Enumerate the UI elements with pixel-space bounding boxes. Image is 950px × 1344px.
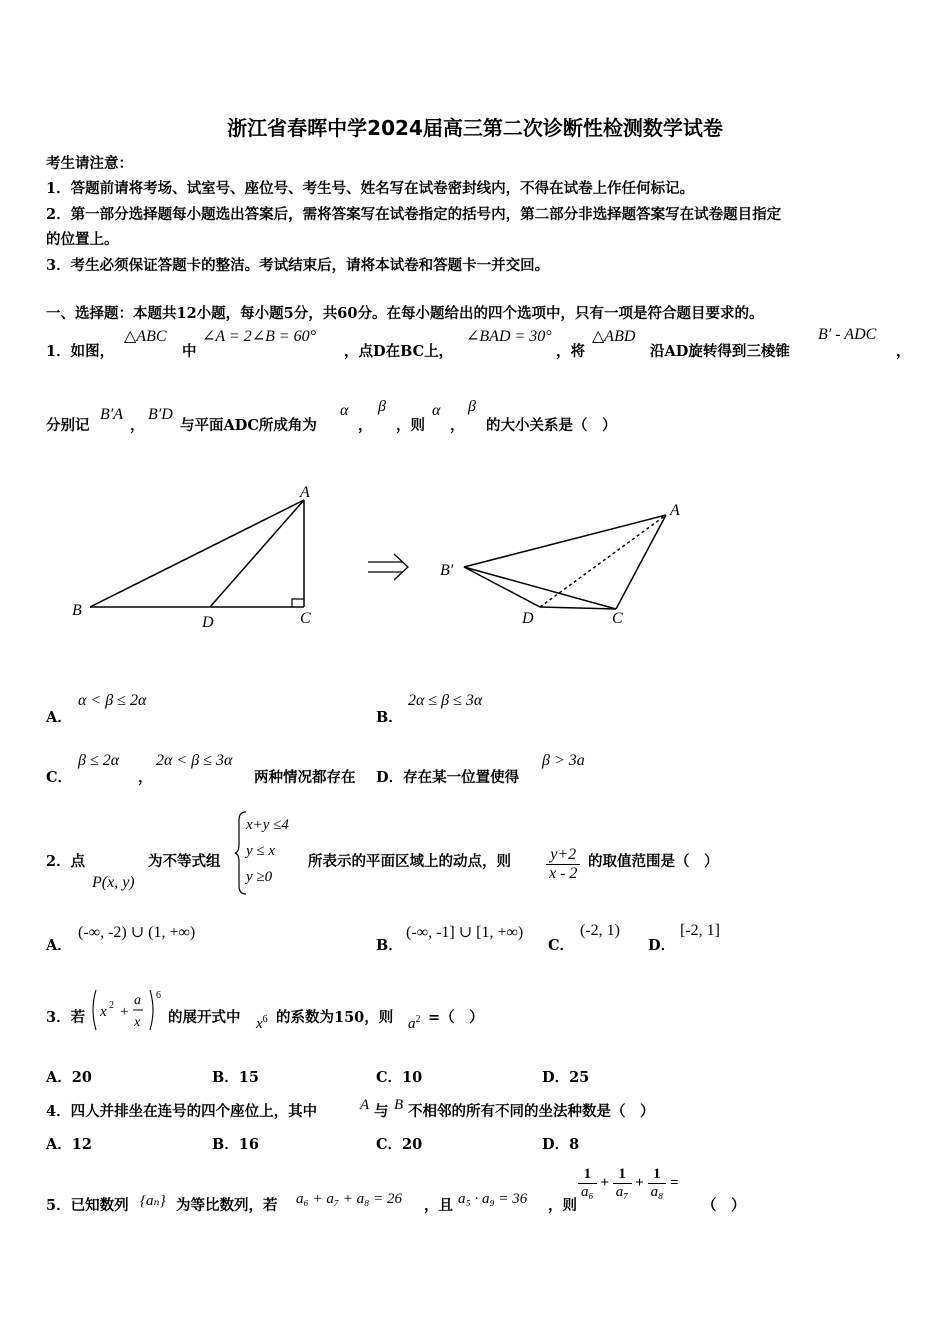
label-c-left: C: [300, 610, 311, 627]
q5-num-1: 1: [578, 1166, 597, 1184]
q3-power-6: 6: [156, 990, 161, 1001]
q5-den-6: a₆: [581, 1184, 594, 1200]
q2-option-a-label: A．: [46, 937, 72, 954]
q5-reciprocal-sum: [578, 1166, 679, 1201]
q2-ineq-2: y ≤ x: [246, 843, 276, 859]
q2-mid: 为不等式组: [148, 853, 221, 870]
label-c-right: C: [612, 610, 623, 627]
q5-product: a₅ · a₉ = 36: [458, 1191, 528, 1207]
q2-option-c-label: C．: [548, 937, 575, 954]
q3-a2-base: a: [408, 1016, 416, 1032]
q2-fraction: [546, 846, 580, 883]
q1-option-d: β > 3a: [542, 752, 585, 769]
q1-zhong: 中: [182, 343, 197, 360]
q1-alpha: α: [340, 402, 349, 419]
q1-comma: ，: [896, 343, 911, 360]
q1-alpha-2: α: [432, 402, 441, 419]
q3-a2: [408, 1014, 421, 1033]
right-pyramid: [464, 515, 666, 609]
edge-a-c: [616, 515, 666, 609]
q1-option-c-text: 两种情况都存在: [254, 769, 356, 786]
q3-plus: +: [120, 1004, 129, 1020]
q1-triangle-abd: △ABD: [592, 328, 636, 345]
edge-b-d: [464, 567, 540, 607]
notice-item-3: 3．考生必须保证答题卡的整洁。考试结束后，请将本试卷和答题卡一并交回。: [46, 257, 550, 274]
q1-comma-1: ，: [130, 417, 145, 434]
q5-sum: a₆ + a₇ + a₈ = 26: [296, 1191, 403, 1207]
q1-beta-2: β: [468, 398, 476, 415]
q3-option-b: B．15: [212, 1069, 259, 1086]
label-d-left: D: [202, 614, 214, 631]
q2-option-b-label: B．: [376, 937, 403, 954]
notice-heading: 考生请注意：: [46, 155, 133, 172]
q2-ineq-3: y ≥0: [246, 869, 273, 885]
q4-var-b: B: [394, 1097, 404, 1113]
q2-fraction-num: y+2: [546, 846, 580, 865]
q3-eq: =（ ）: [428, 1009, 484, 1026]
q2-option-b: (-∞, -1] ∪ [1, +∞): [406, 924, 524, 941]
q1-rotate-text: 沿AD旋转得到三棱锥: [650, 343, 790, 360]
transform-arrow-icon: [368, 554, 408, 580]
q2-system: [246, 812, 289, 890]
q5-num-2: 1: [613, 1166, 632, 1184]
section-heading: 一、选择题：本题共12小题，每小题5分，共60分。在每小题给出的四个选项中，只有一项是符合题目要求的。: [46, 305, 764, 322]
q3-frac-x: x: [134, 1015, 141, 1030]
q2-tail: 的取值范围是（ ）: [588, 853, 719, 870]
notice-item-2-cont: 的位置上。: [46, 231, 119, 248]
q1-figure: [60, 475, 720, 635]
q1-point-d: ，点D在BC上，: [344, 343, 454, 360]
q4-with: 与: [374, 1103, 389, 1120]
q3-option-a: A．20: [46, 1069, 92, 1086]
edge-b-c: [464, 567, 616, 609]
q1-segment-ba: B′A: [100, 406, 124, 423]
q2-ineq-1: x+y ≤4: [246, 817, 289, 833]
q3-x6-base: x: [256, 1016, 263, 1032]
q3-x2-exp: 2: [109, 1000, 114, 1011]
q1-angle-bad: ∠BAD = 30°: [466, 328, 552, 345]
q1-pyramid: B′ - ADC: [818, 326, 877, 343]
q5-text-3: ，且: [424, 1197, 453, 1214]
q4-var-a: A: [360, 1097, 370, 1113]
q4-option-a: A．12: [46, 1136, 92, 1153]
q1-beta: β: [378, 398, 386, 415]
left-triangle: [90, 500, 304, 607]
q2-fraction-den: x - 2: [549, 865, 578, 882]
q1-comma-3: ，: [450, 417, 465, 434]
q3-number: 3．若: [46, 1009, 86, 1026]
q2-option-c: (-2, 1): [580, 922, 620, 939]
q4-text-1: 4．四人并排坐在连号的四个座位上，其中: [46, 1103, 318, 1120]
q4-option-b: B．16: [212, 1136, 259, 1153]
q2-rest: 所表示的平面区域上的动点，则: [308, 853, 511, 870]
q5-text-4: ，则: [548, 1197, 577, 1214]
edge-b-a: [464, 515, 666, 567]
q3-mid: 的展开式中: [168, 1009, 241, 1026]
q2-point: P(x, y): [92, 874, 135, 891]
q3-binomial: [88, 986, 168, 1034]
edge-d-c: [540, 607, 616, 609]
q5-tail: （ ）: [702, 1197, 746, 1214]
q3-a2-exp: 2: [415, 1014, 421, 1025]
q5-plus-2: +: [635, 1174, 644, 1191]
q5-den-8: a₈: [650, 1184, 664, 1200]
q5-den-7: a₇: [615, 1184, 629, 1200]
q3-option-c: C．10: [376, 1069, 423, 1086]
q1-option-a-label: A．: [46, 709, 72, 726]
right-angle-mark: [292, 599, 304, 607]
label-d-right: D: [522, 610, 534, 627]
q1-segment-bd: B′D: [148, 406, 173, 423]
q1-option-c-1: β ≤ 2α: [78, 752, 120, 769]
page-title: 浙江省春晖中学2024届高三第二次诊断性检测数学试卷: [227, 116, 723, 140]
edge-ba: [90, 500, 304, 607]
q1-line2-start: 分别记: [46, 417, 90, 434]
edge-ad: [210, 500, 304, 607]
q3-x6: [256, 1014, 268, 1033]
q3-option-d: D．25: [542, 1069, 590, 1086]
q1-option-c-label: C．: [46, 769, 73, 786]
q1-line2-end: 的大小关系是（ ）: [486, 417, 617, 434]
q5-equals: =: [670, 1174, 679, 1191]
q4-text-2: 不相邻的所有不同的坐法种数是（ ）: [408, 1103, 655, 1120]
label-a-left: A: [300, 484, 310, 501]
q3-x2-base: x: [100, 1004, 107, 1020]
q5-sequence: {aₙ}: [140, 1193, 166, 1209]
q1-angle-relation: ∠A = 2∠B = 60°: [202, 328, 317, 345]
notice-item-2: 2．第一部分选择题每小题选出答案后，需将答案写在试卷指定的括号内，第二部分非选择题答案写在试卷题目指定: [46, 206, 782, 223]
label-b-right: B′: [440, 562, 454, 579]
q2-option-d-label: D．: [648, 937, 676, 954]
q1-jiang: ，将: [556, 343, 585, 360]
q3-frac-a: a: [134, 993, 141, 1008]
q4-option-c: C．20: [376, 1136, 423, 1153]
q3-x6-exp: 6: [262, 1014, 268, 1025]
q5-plus-1: +: [600, 1174, 610, 1191]
q1-option-c-comma: ，: [138, 769, 153, 786]
q2-option-d: [-2, 1]: [680, 922, 720, 939]
q2-number: 2．点: [46, 853, 86, 870]
q1-option-b: 2α ≤ β ≤ 3α: [408, 692, 483, 709]
label-b-left: B: [72, 602, 82, 619]
q3-rest: 的系数为150，则: [276, 1009, 394, 1026]
q5-num-3: 1: [648, 1166, 667, 1184]
q1-number: 1．如图，: [46, 343, 115, 360]
q2-option-a: (-∞, -2) ∪ (1, +∞): [78, 924, 196, 941]
q1-option-a: α < β ≤ 2α: [78, 692, 147, 709]
q1-line2-mid: 与平面ADC所成角为: [180, 417, 317, 434]
label-a-right: A: [670, 502, 680, 519]
q1-option-b-label: B．: [376, 709, 403, 726]
q1-option-c-2: 2α < β ≤ 3α: [156, 752, 233, 769]
q1-triangle-abc: △ABC: [124, 328, 167, 345]
notice-item-1: 1．答题前请将考场、试室号、座位号、考生号、姓名写在试卷密封线内，不得在试卷上作任何标记。: [46, 180, 695, 197]
q1-then: ，则: [396, 417, 425, 434]
q1-option-d-label: D．存在某一位置使得: [376, 769, 520, 786]
q5-text-1: 5．已知数列: [46, 1197, 129, 1214]
q4-option-d: D．8: [542, 1136, 580, 1153]
q1-comma-2: ，: [358, 417, 373, 434]
q5-text-2: 为等比数列，若: [176, 1197, 278, 1214]
